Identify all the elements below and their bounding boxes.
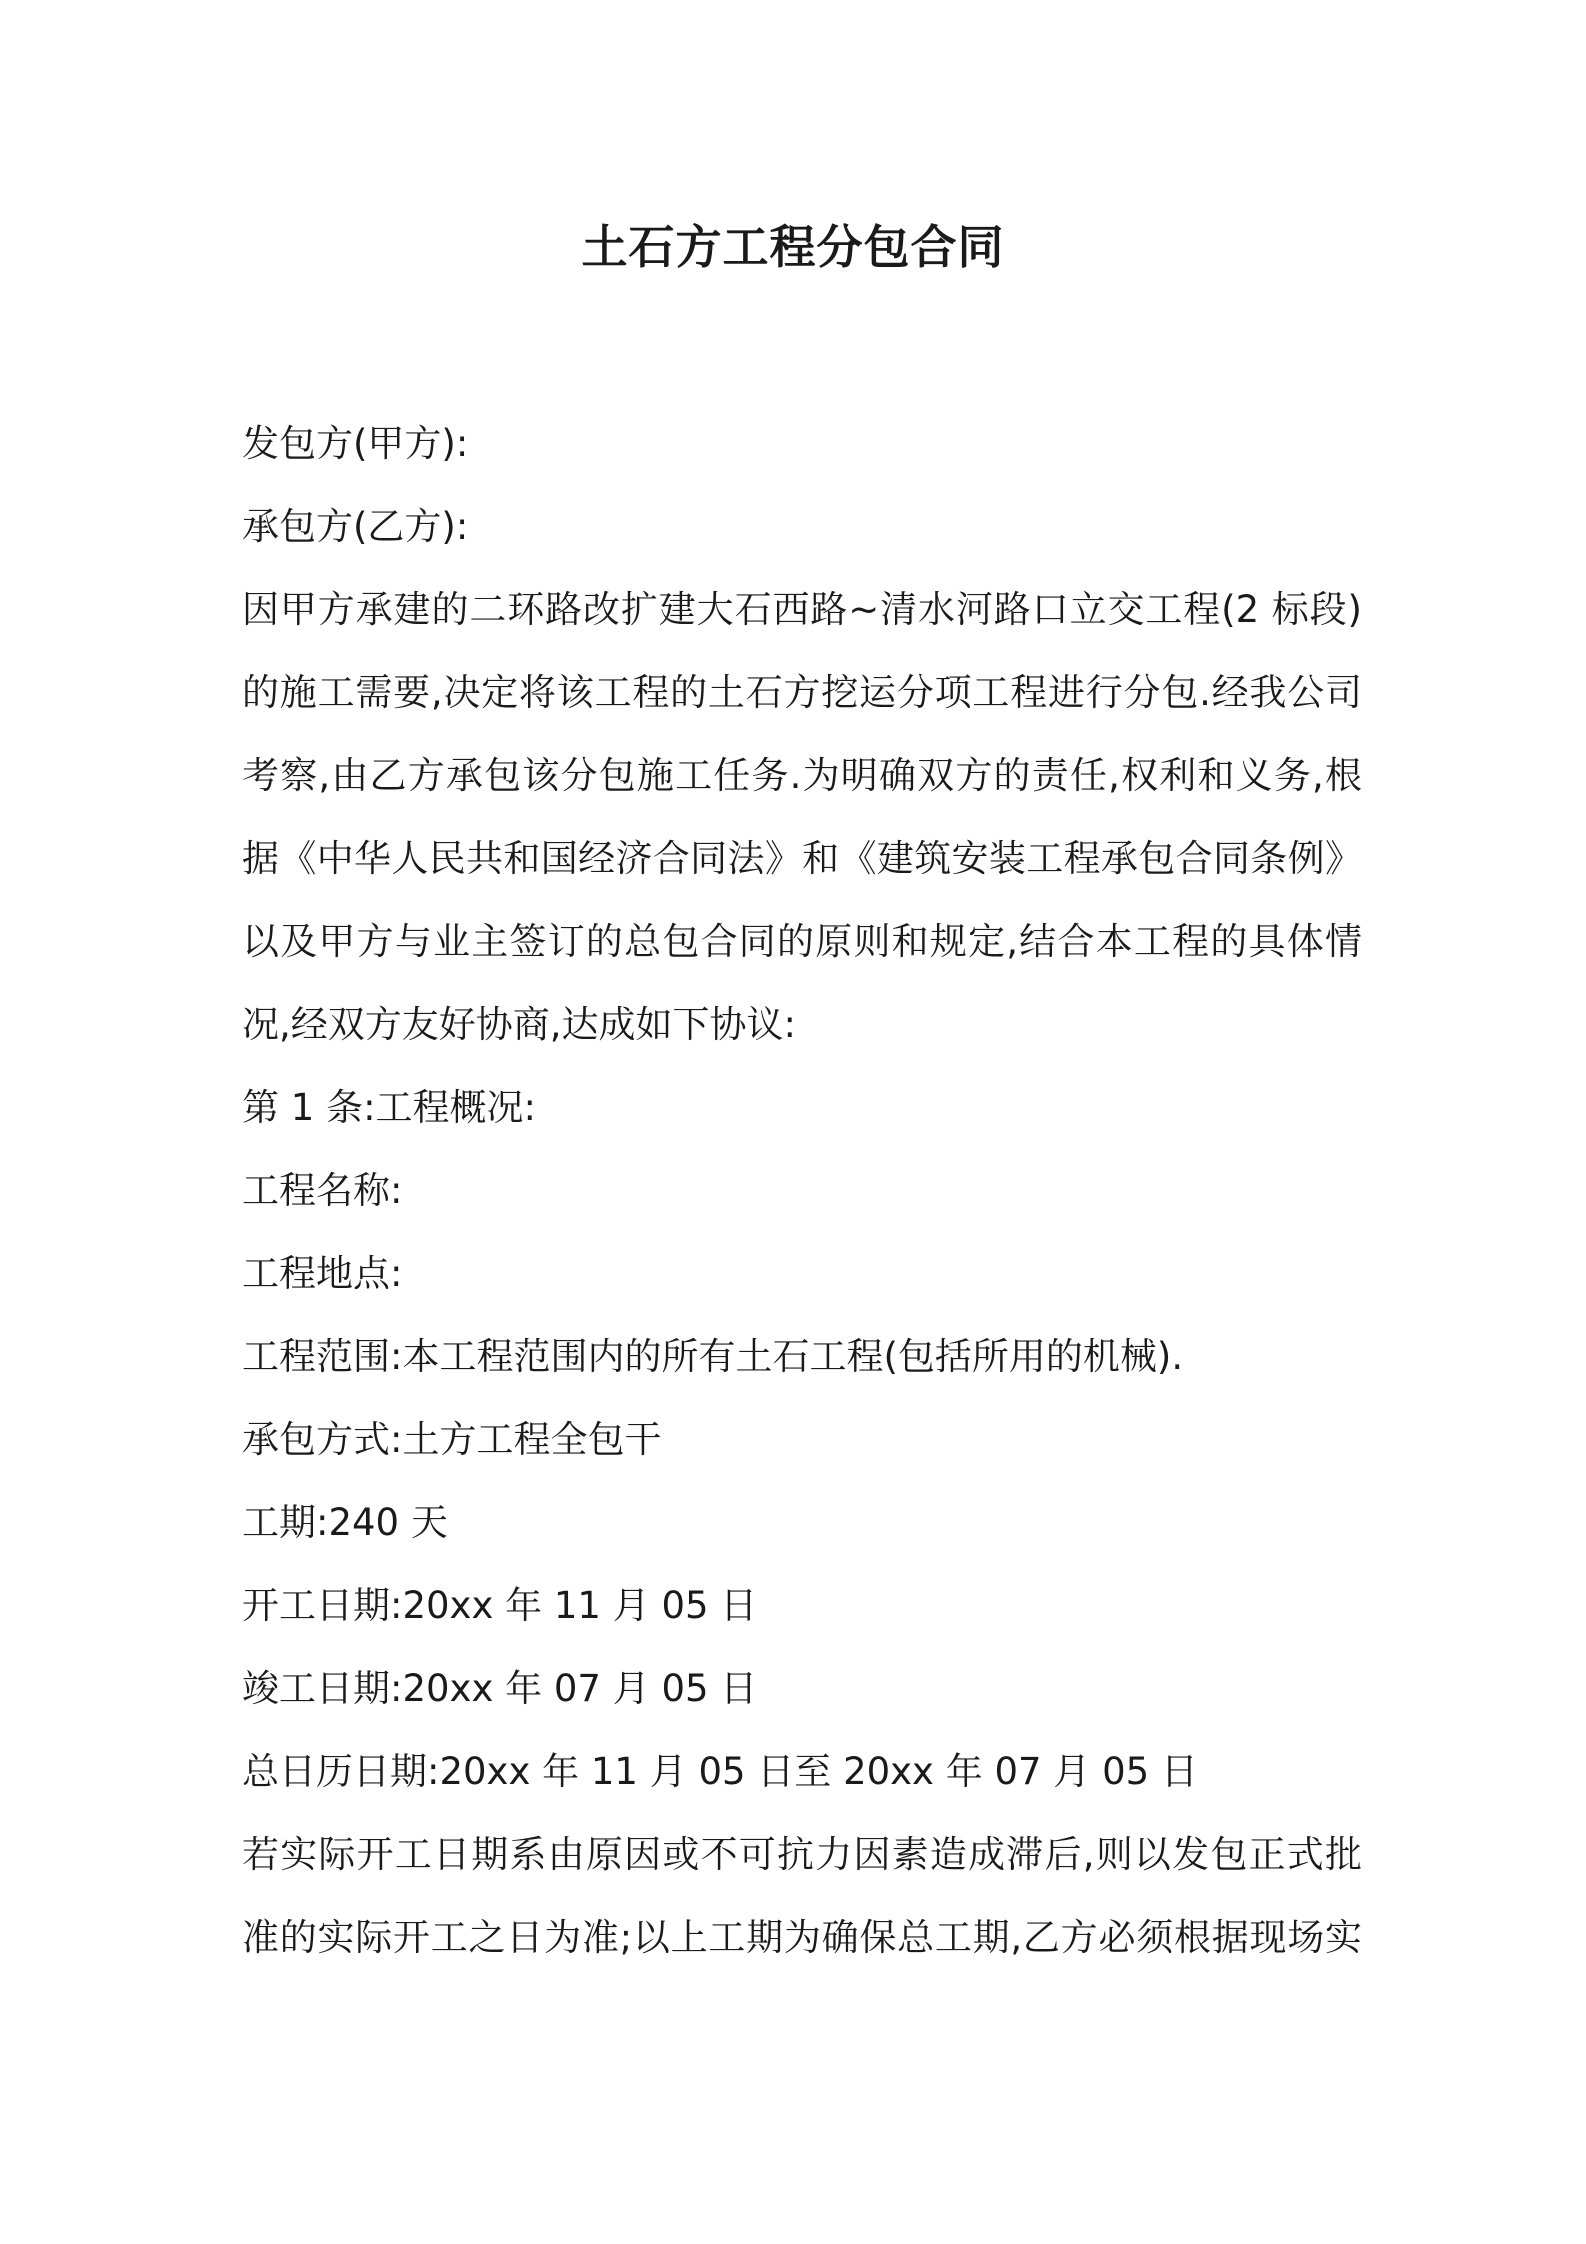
party-b-line: 承包方(乙方): — [242, 505, 469, 548]
duration-line: 工期:240 天 — [242, 1501, 448, 1544]
contract-mode-line: 承包方式:土方工程全包干 — [242, 1418, 662, 1461]
preamble-line: 以及甲方与业主签订的总包合同的原则和规定,结合本工程的具体情 — [242, 920, 1362, 963]
document-body — [242, 402, 1362, 1979]
preamble-line: 考察,由乙方承包该分包施工任务.为明确双方的责任,权利和义务,根 — [242, 754, 1362, 797]
completion-date-line: 竣工日期:20xx 年 07 月 05 日 — [242, 1667, 758, 1710]
preamble-line: 因甲方承建的二环路改扩建大石西路~清水河路口立交工程(2 标段) — [242, 588, 1362, 631]
preamble-line: 据《中华人民共和国经济合同法》和《建筑安装工程承包合同条例》 — [242, 837, 1362, 880]
document-title: 土石方工程分包合同 — [581, 220, 1005, 274]
project-name-line: 工程名称: — [242, 1169, 403, 1212]
clause-line: 准的实际开工之日为准;以上工期为确保总工期,乙方必须根据现场实 — [242, 1916, 1362, 1959]
article-heading: 第 1 条:工程概况: — [242, 1086, 536, 1129]
start-date-line: 开工日期:20xx 年 11 月 05 日 — [242, 1584, 758, 1627]
party-a-line: 发包方(甲方): — [242, 422, 469, 465]
clause-line: 若实际开工日期系由原因或不可抗力因素造成滞后,则以发包正式批 — [242, 1833, 1362, 1876]
calendar-period-line: 总日历日期:20xx 年 11 月 05 日至 20xx 年 07 月 05 日 — [242, 1750, 1198, 1793]
project-scope-line: 工程范围:本工程范围内的所有土石工程(包括所用的机械). — [242, 1335, 1184, 1378]
project-location-line: 工程地点: — [242, 1252, 403, 1295]
preamble-line: 的施工需要,决定将该工程的土石方挖运分项工程进行分包.经我公司 — [242, 671, 1362, 714]
preamble-line: 况,经双方友好协商,达成如下协议: — [242, 1003, 796, 1046]
